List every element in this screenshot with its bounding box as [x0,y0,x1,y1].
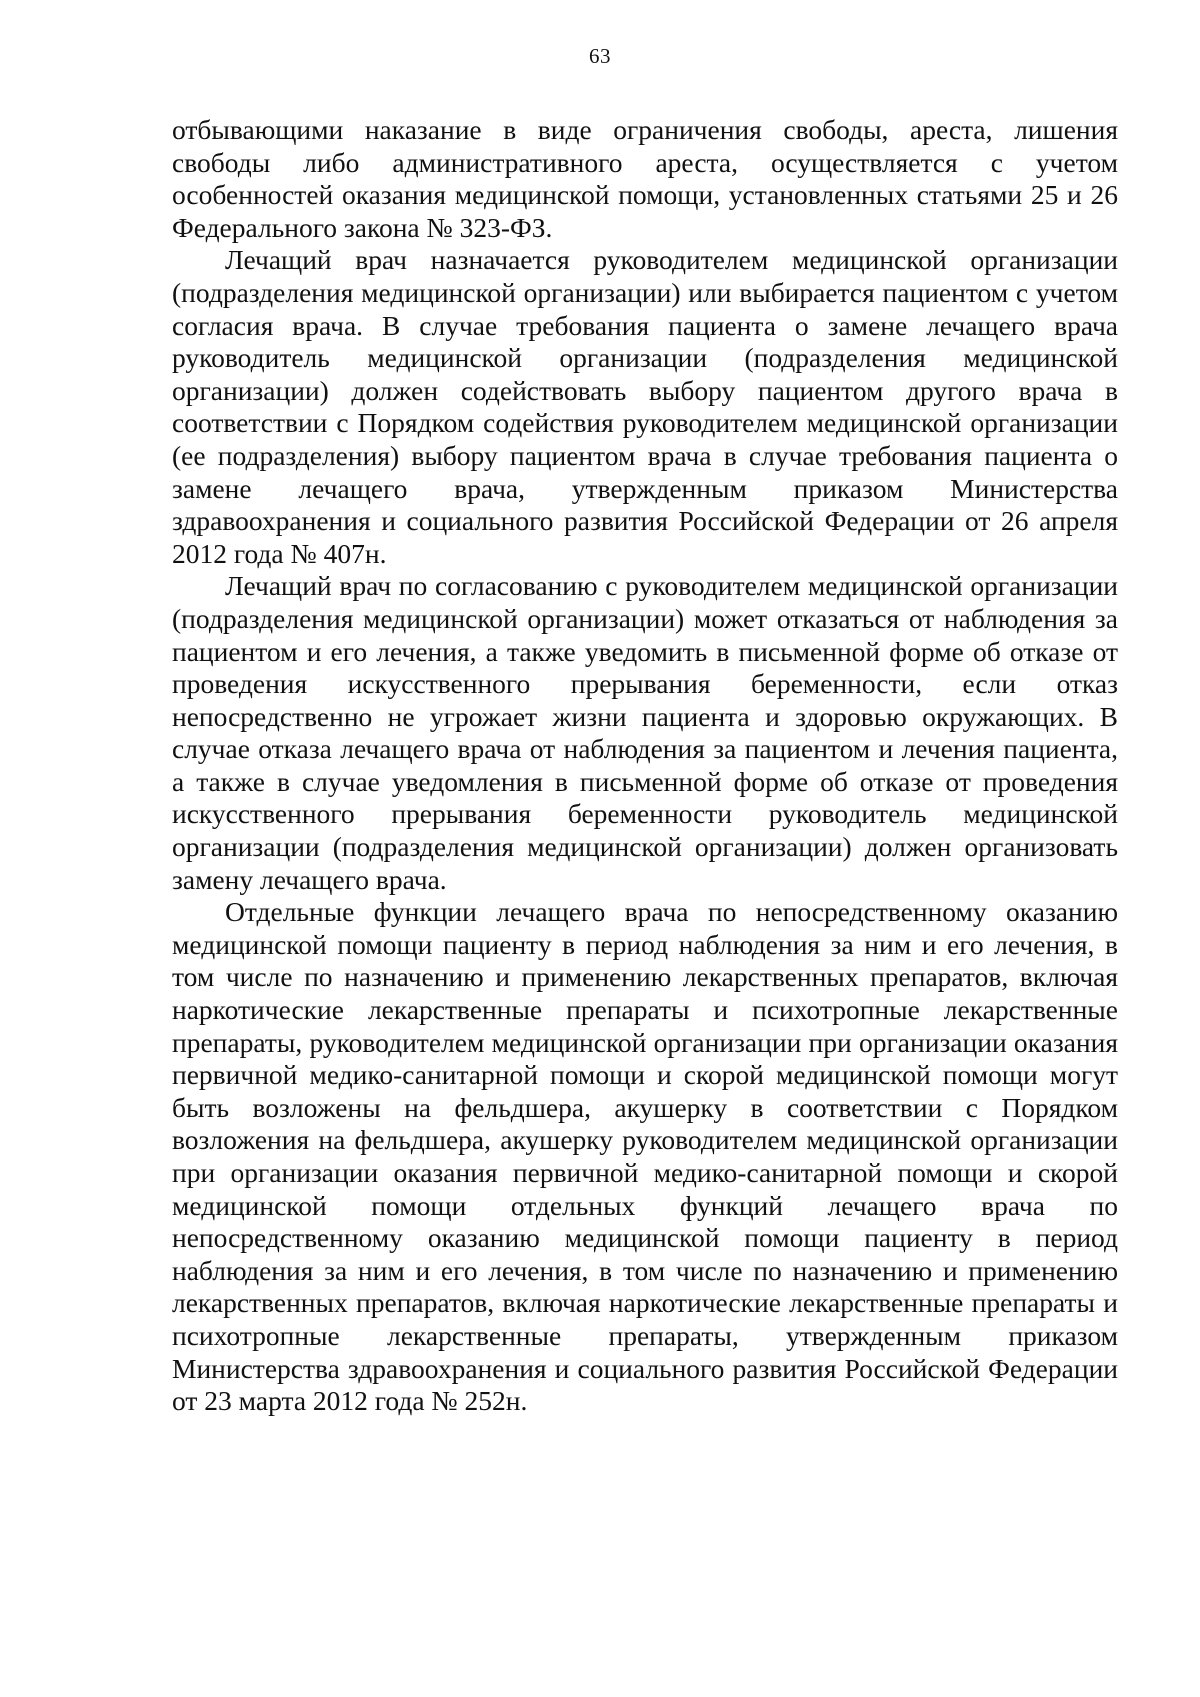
paragraph-attending-physician-assignment: Лечащий врач назначается руководителем медицинской организации (подразделения медицинской организации) или выбирается пациентом с учетом согласия врача. В случае требования пациента о замене лечащего врача руководитель медицинской организации (подразделения медицинской организации) должен содействовать выбору пациентом другого врача в соответствии с Порядком содействия руководителем медицинской организации (ее подразделения) выбору пациентом врача в случае требования пациента о замене лечащего врача, утвержденным приказом Министерства здравоохранения и социального развития Российской Федерации от 26 апреля 2012 года № 407н. [172,244,1118,569]
paragraph-functions-delegation: Отдельные функции лечащего врача по непосредственному оказанию медицинской помощи пациенту в период наблюдения за ним и его лечения, в том числе по назначению и применению лекарственных препаратов, включая наркотические лекарственные препараты и психотропные лекарственные препараты, руководителем медицинской организации при организации оказания первичной медико-санитарной помощи и скорой медицинской помощи могут быть возложены на фельдшера, акушерку в соответствии с Порядком возложения на фельдшера, акушерку руководителем медицинской организации при организации оказания первичной медико-санитарной помощи и скорой медицинской помощи отдельных функций лечащего врача по непосредственному оказанию медицинской помощи пациенту в период наблюдения за ним и его лечения, в том числе по назначению и применению лекарственных препаратов, включая наркотические лекарственные препараты и психотропные лекарственные препараты, утвержденным приказом Министерства здравоохранения и социального развития Российской Федерации от 23 марта 2012 года № 252н. [172,896,1118,1417]
document-body [172,114,1118,1418]
paragraph-continuation: отбывающими наказание в виде ограничения свободы, ареста, лишения свободы либо административного ареста, осуществляется с учетом особенностей оказания медицинской помощи, установленных статьями 25 и 26 Федерального закона № 323-ФЗ. [172,114,1118,243]
page-number: 63 [589,44,611,68]
paragraph-physician-refusal: Лечащий врач по согласованию с руководителем медицинской организации (подразделения медицинской организации) может отказаться от наблюдения за пациентом и его лечения, а также уведомить в письменной форме об отказе от проведения искусственного прерывания беременности, если отказ непосредственно не угрожает жизни пациента и здоровью окружающих. В случае отказа лечащего врача от наблюдения за пациентом и лечения пациента, а также в случае уведомления в письменной форме об отказе от проведения искусственного прерывания беременности руководитель медицинской организации (подразделения медицинской организации) должен организовать замену лечащего врача. [172,570,1118,895]
